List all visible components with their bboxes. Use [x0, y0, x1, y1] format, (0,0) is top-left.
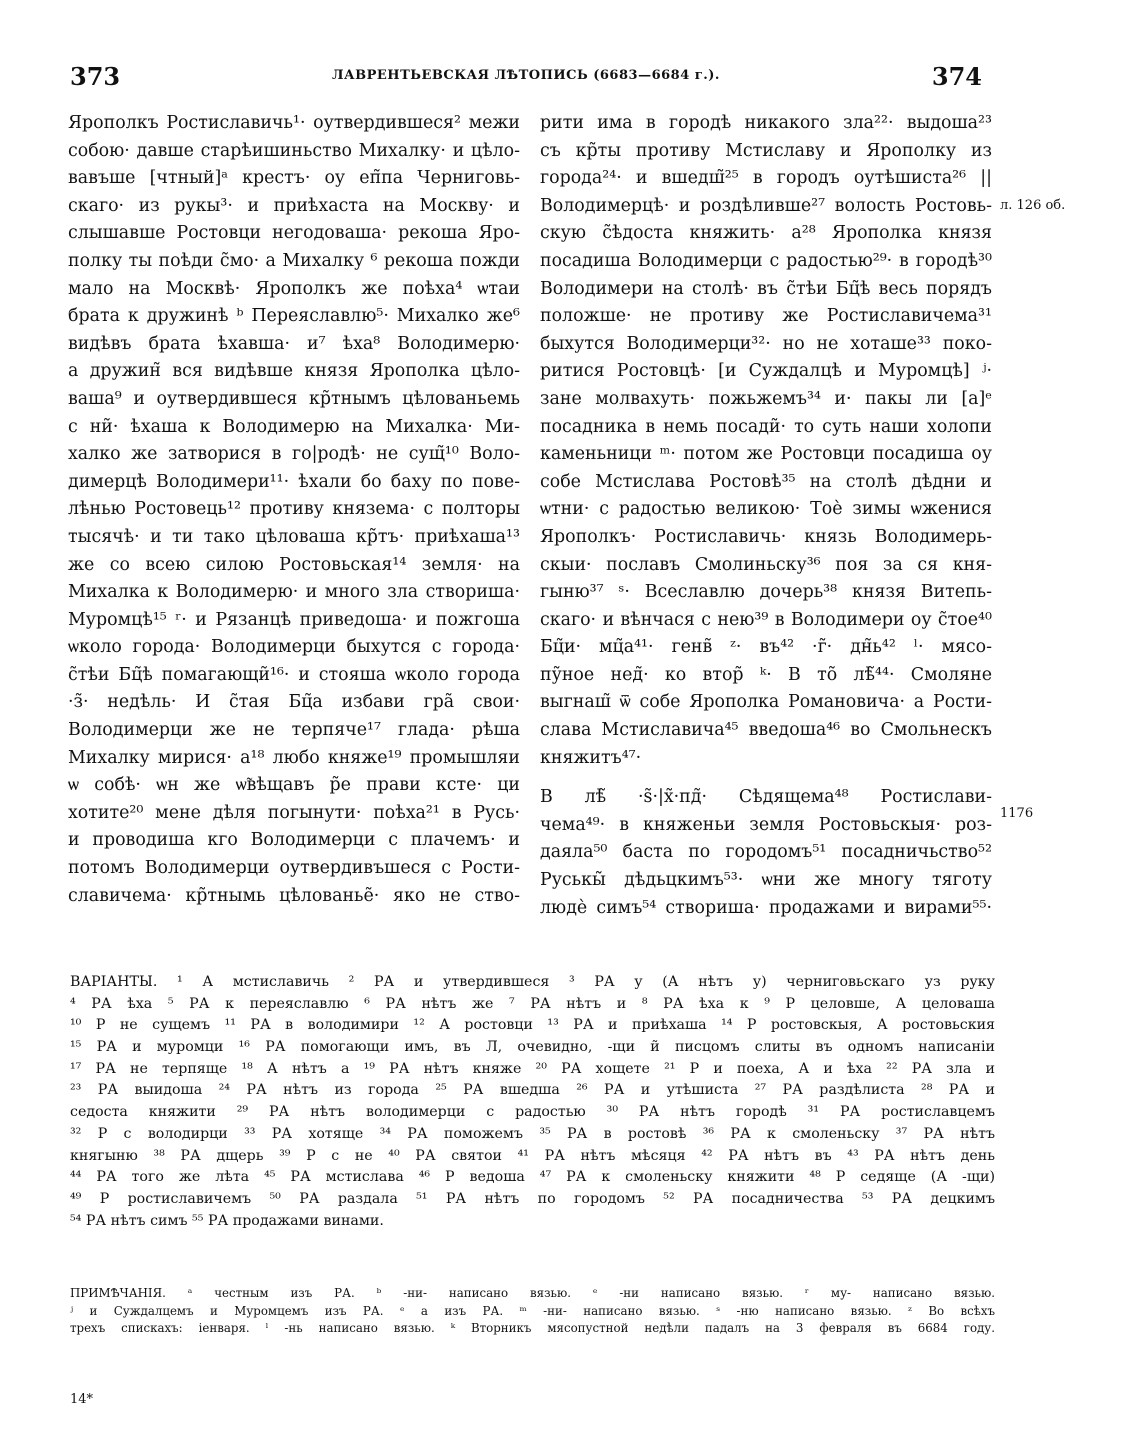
- variant-line: ⁴⁹ Р ростиславичемъ ⁵⁰ РА раздала ⁵¹ РА нѣтъ по городомъ ⁵² РА посадничества ⁵³ РА децкимъ: [70, 1190, 995, 1207]
- text-line: Руськы̃ дѣдьцкимъ⁵³· ѡни же многу тяготу: [540, 870, 992, 891]
- text-line: ѡколо города· Володимерци быхутся с города·: [68, 637, 520, 658]
- text-line: Ярополкъ· Ростиславичь· князь Володимерь-: [540, 526, 992, 547]
- text-line: Ярополкъ Ростиславичь¹· оутвердившеся² межи: [68, 113, 520, 133]
- left-text-column: [68, 110, 520, 910]
- text-line: каменьници ᵐ· потом же Ростовци посадиша оу: [540, 444, 992, 465]
- page-number-right: 374: [931, 62, 982, 91]
- text-line: слышавше Ростовци негодоваша· рекоша Яро-: [68, 223, 520, 244]
- text-line: людѐ симъ⁵⁴ створиша· продажами и вирами⁵⁵·: [540, 897, 992, 918]
- text-line: даяла⁵⁰ баста по городомъ⁵¹ посадничьство⁵²: [540, 842, 992, 863]
- note-line: ʲ и Суждалцемъ и Муромцемъ изъ РА. ᵉ а изъ РА. ᵐ -ни- написано вязью. ˢ -ню написано вязью. ᶻ Во всѣхъ: [70, 1303, 995, 1318]
- text-line: Володимерцѣ· и роздѣливше²⁷ волость Ростовь-: [540, 195, 992, 216]
- text-line: гыню³⁷ ˢ· Всеславлю дочерь³⁸ князя Витепь-: [540, 582, 992, 603]
- text-line: Михалка к Володимерю· и много зла створиша·: [68, 582, 520, 603]
- text-line: с ни̃· ѣхаша к Володимерю на Михалка· Ми-: [68, 416, 520, 437]
- variants-apparatus: [70, 972, 995, 1232]
- text-line: потомъ Володимерци оутвердивъшеся с Рости-: [68, 858, 520, 879]
- text-line: собе Мстислава Ростовѣ³⁵ на столѣ дѣдни и: [540, 471, 992, 492]
- text-line: чема⁴⁹· в княженьи земля Ростовьскыя· роз-: [540, 814, 992, 835]
- text-line: слава Мстиславича⁴⁵ введоша⁴⁶ во Смольнескъ: [540, 720, 992, 741]
- variant-line: ⁴⁴ РА того же лѣта ⁴⁵ РА мстислава ⁴⁶ Р ведоша ⁴⁷ РА к смоленьску княжити ⁴⁸ Р седяще (А -щи): [70, 1169, 995, 1186]
- text-line: зане молвахуть· пожьжемъ³⁴ и· пакы ли [а]ᵉ: [540, 388, 992, 409]
- editorial-notes: [70, 1285, 995, 1338]
- page-number-left: 373: [70, 62, 121, 91]
- variant-line: ¹⁷ РА не терпяще ¹⁸ А нѣтъ а ¹⁹ РА нѣтъ княже ²⁰ РА хощете ²¹ Р и поеха, А и ѣха ²² РА зла и: [70, 1060, 995, 1077]
- text-line: ѡ собѣ· ѡн же ѡ̃вѣщавъ р̃е прави ксте· ци: [68, 775, 520, 796]
- text-line: видѣвъ брата ѣхавша· и⁷ ѣха⁸ Володимерю·: [68, 333, 520, 354]
- text-line: брата к дружинѣ ᵇ Переяславлю⁵· Михалко же⁶: [68, 306, 520, 327]
- text-line: скаго· и вѣнчася с нею³⁹ в Володимери оу с̃тое⁴⁰: [540, 609, 992, 630]
- text-line: Бц̃и· мц̃а⁴¹· генв̃ ᶻ· въ⁴² ·г̃· дн̃ь⁴² ˡ· мясо-: [540, 637, 992, 658]
- running-title: ЛАВРЕНТЬЕВСКАЯ ЛѢТОПИСЬ (6683—6684 г.).: [332, 68, 720, 83]
- text-line: рити има в городѣ никакого зла²²· выдоша²³: [540, 113, 992, 133]
- variant-line: ¹⁰ Р не сущемъ ¹¹ РА в володимири ¹² А ростовци ¹³ РА и приѣхаша ¹⁴ Р ростовскыя, А ростовьския: [70, 1017, 995, 1034]
- text-line: Михалку мирися· а¹⁸ любо княже¹⁹ промышляи: [68, 747, 520, 768]
- text-line: скаго· из рукы³· и приѣхаста на Москву· и: [68, 195, 520, 216]
- text-line: хотите²⁰ мене дѣля погынути· поѣха²¹ в Русь·: [68, 802, 520, 823]
- text-line: посадника в немь посади̃· то суть наши холопи: [540, 416, 992, 437]
- text-line: ·з̃· недѣль· И с̃тая Бц̃а избави гра̃ свои·: [68, 692, 520, 713]
- variant-line: ⁴ РА ѣха ⁵ РА к переяславлю ⁶ РА нѣтъ же ⁷ РА нѣтъ и ⁸ РА ѣха к ⁹ Р целовше, А целоваша: [70, 995, 995, 1012]
- running-header: [70, 62, 982, 92]
- text-line: славичема· кр̃тнымь цѣлованье̃· яко не ство-: [68, 885, 520, 906]
- text-line: халко же затворися в го|родѣ· не сущ̃¹⁰ Воло-: [68, 444, 520, 465]
- variant-line: княгыню ³⁸ РА дщерь ³⁹ Р с не ⁴⁰ РА святои ⁴¹ РА нѣтъ мѣсяця ⁴² РА нѣтъ въ ⁴³ РА нѣтъ день: [70, 1147, 995, 1164]
- text-line: В лѣ̃ ·s̃·|х̃·пд̃· Сѣдящема⁴⁸ Ростислави-: [540, 787, 992, 808]
- text-line: с̃тѣи Бц̃ѣ помагающи̃¹⁶· и стояша ѡколо города: [68, 664, 520, 685]
- text-line: лѣнью Ростовець¹² противу князема· с полторы: [68, 499, 520, 520]
- text-line: ѡтни· с радостью великою· Тоѐ зимы ѡженися: [540, 499, 992, 520]
- text-line: пу̃ное нед̃· ко втор̃ ᵏ· В то̃ лѣ̃⁴⁴· Смоляне: [540, 664, 992, 685]
- variant-line: седоста княжити ²⁹ РА нѣтъ володимерци с радостью ³⁰ РА нѣтъ городѣ ³¹ РА ростиславцемъ: [70, 1104, 995, 1121]
- text-line: и проводиша кго Володимерци с плачемъ· и: [68, 830, 520, 851]
- variant-line: ВАРІАНТЫ. ¹ А мстиславичь ² РА и утвердившеся ³ РА у (А нѣтъ у) черниговьскаго уз руку: [70, 974, 995, 990]
- text-line: выгнаш̃ ѿ собе Ярополка Романовича· а Рости-: [540, 692, 992, 713]
- text-line: димерцѣ Володимери¹¹· ѣхали бо баху по повe-: [68, 471, 520, 492]
- text-line: города²⁴· и вшедш̃²⁵ в городъ оутѣшиста²⁶ ||: [540, 168, 992, 189]
- text-line: Володимери на столѣ· въ с̃тѣи Бц̃ѣ весь порядъ: [540, 278, 992, 299]
- note-line: трехъ спискахъ: іенваря. ˡ -нь написано вязью. ᵏ Вторникъ мясопустной недѣли падалъ на 3 февраля въ 6684 году.: [70, 1321, 995, 1335]
- text-line: ваша⁹ и оутвердившеся кр̃тнымъ цѣлованьемь: [68, 388, 520, 409]
- variant-line: ³² Р с володирци ³³ РА хотяще ³⁴ РА поможемъ ³⁵ РА в ростовѣ ³⁶ РА к смоленьску ³⁷ РА нѣтъ: [70, 1125, 995, 1142]
- text-line: а дружин̃ вся видѣвше князя Ярополка цѣло-: [68, 361, 520, 382]
- variant-line: ²³ РА выидоша ²⁴ РА нѣтъ из города ²⁵ РА вшедша ²⁶ РА и утѣшиста ²⁷ РА раздѣлиста ²⁸ РА и: [70, 1082, 995, 1099]
- text-line: скую с̃ѣдоста княжить· а²⁸ Ярополка князя: [540, 223, 992, 244]
- signature-mark: 14*: [70, 1392, 94, 1407]
- text-line: положше· не противу же Ростиславичема³¹: [540, 306, 992, 327]
- text-line: Муромцѣ¹⁵ ʳ· и Рязанцѣ приведоша· и пожгоша: [68, 609, 520, 630]
- text-line: собою· давше старѣишиньство Михалку· и цѣло-: [68, 140, 520, 161]
- text-line: скыи· пославъ Смолиньску³⁶ поя за ся кня-: [540, 554, 992, 575]
- text-line: Володимерци же не терпяче¹⁷ глада· рѣша: [68, 720, 520, 741]
- text-line: же со всею силою Ростовьская¹⁴ земля· на: [68, 554, 520, 575]
- variant-line: ¹⁵ РА и муромци ¹⁶ РА помогающи имъ, въ Л, очевидно, -щи и̃ писцомъ слиты въ одномъ написаніи: [70, 1039, 995, 1056]
- note-line: ПРИМѢЧАНІЯ. ᵃ честным изъ РА. ᵇ -ни- написано вязью. ᵉ -ни написано вязью. ʳ му- написано вязью.: [70, 1286, 995, 1300]
- text-line: княжитъ⁴⁷·: [540, 747, 642, 768]
- text-line: полку ты поѣди с̃мо· а Михалку ⁶ рекоша пожди: [68, 250, 520, 271]
- right-text-column: [540, 110, 992, 922]
- text-line: быхутся Володимерци³²· но не хоташе³³ поко-: [540, 333, 992, 354]
- text-line: тысячѣ· и ти тако цѣловаша кр̃тъ· приѣхаша¹³: [68, 526, 520, 547]
- variant-line: ⁵⁴ РА нѣтъ симъ ⁵⁵ РА продажами винами.: [70, 1212, 384, 1229]
- margin-note-folio: л. 126 об.: [1000, 198, 1066, 213]
- text-line: посадиша Володимерци с радостью²⁹· в городѣ³⁰: [540, 250, 992, 271]
- text-line: вавъше [чтный]ᵃ крестъ· оу еп̃па Черниговь-: [68, 168, 520, 189]
- text-line: мало на Москвѣ· Ярополкъ же поѣха⁴ ѡтаи: [68, 278, 520, 299]
- margin-note-year: 1176: [1000, 806, 1034, 821]
- text-line: ритися Ростовцѣ· [и Суждалцѣ и Муромцѣ] ʲ·: [540, 361, 992, 382]
- text-line: съ кр̃ты противу Мстиславу и Ярополку из: [540, 140, 992, 161]
